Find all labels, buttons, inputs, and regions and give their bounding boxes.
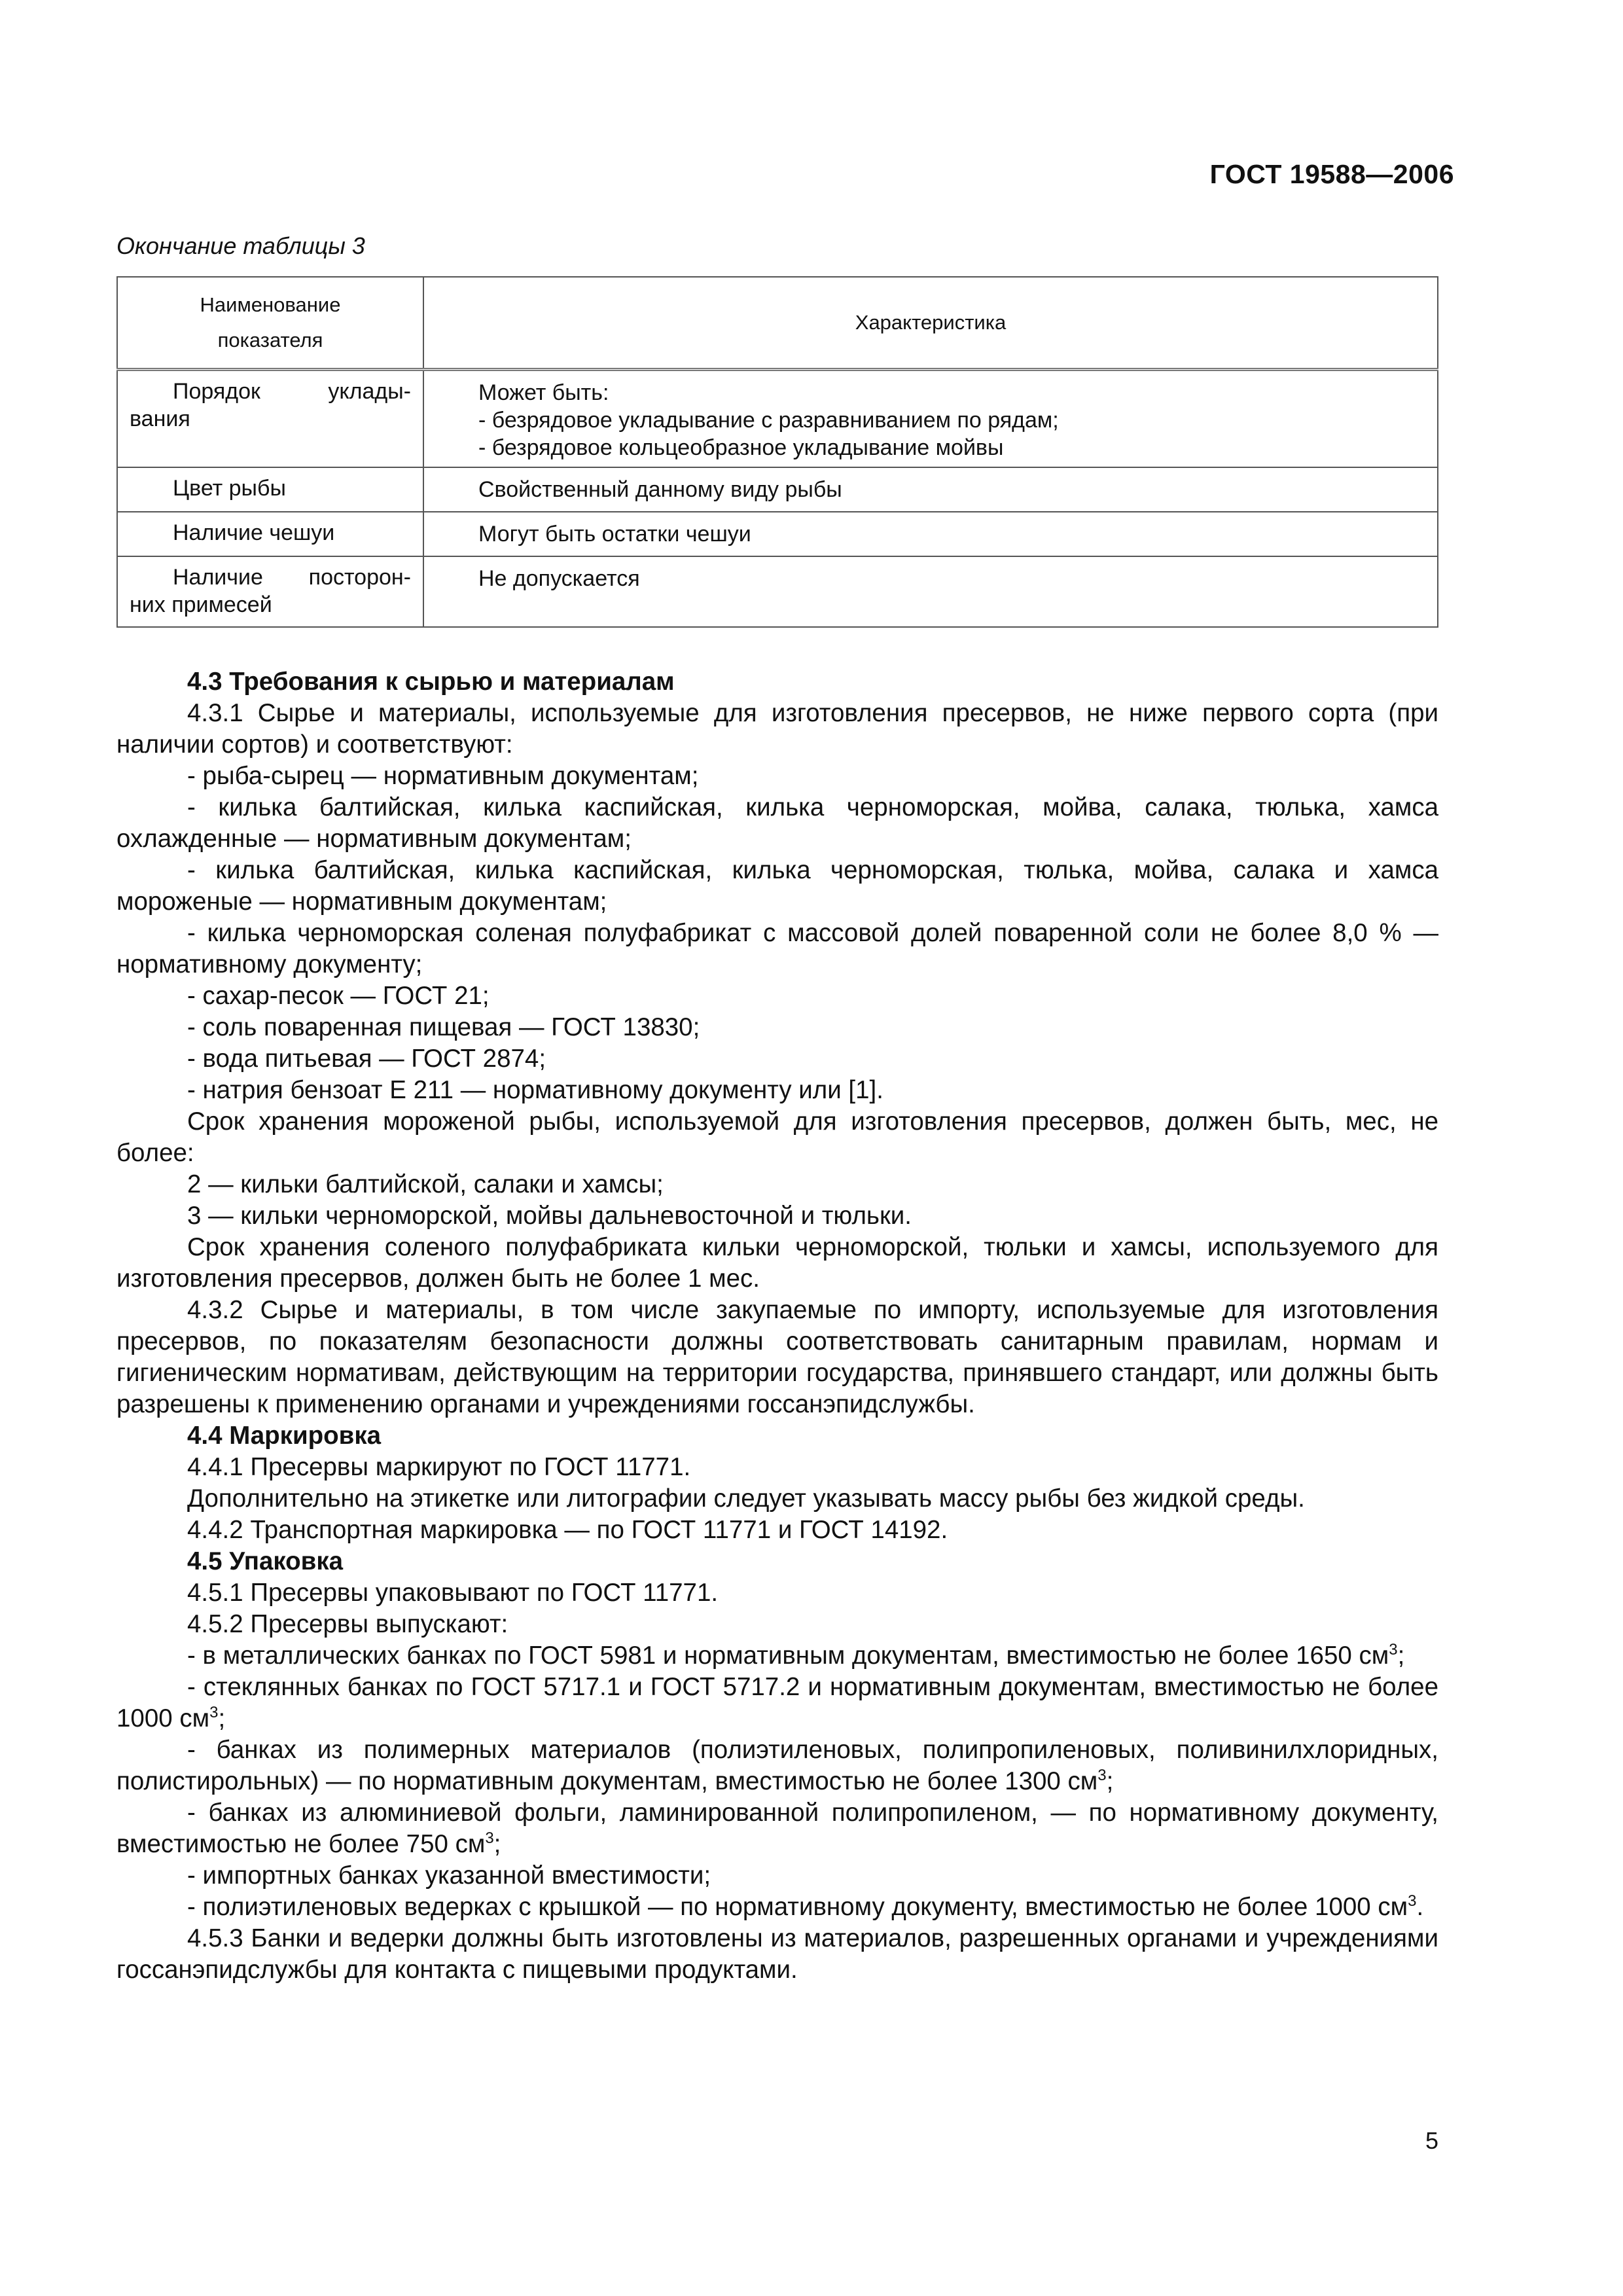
list-item: - килька балтийская, килька каспийская, килька черноморская, мойва, салака, тюлька, хамса охлажденные — нормативным документам; [116,793,1438,853]
row-name-cell [117,370,423,468]
row-value: Может быть: [478,380,609,405]
clause-4-5-2: 4.5.2 Пресервы выпускают: [187,1610,508,1638]
storage-item: 2 — кильки балтийской, салаки и хамсы; [187,1170,664,1198]
row-value-cell [423,467,1438,512]
superscript: 3 [209,1704,219,1722]
row-name-cell [117,512,423,556]
row-name: вания [130,406,190,431]
list-item-tail: ; [1106,1767,1114,1795]
row-value: Не допускается [478,566,640,591]
list-item: - сахар-песок — ГОСТ 21; [187,982,490,1010]
section-heading-4-3: 4.3 Требования к сырью и материалам [187,668,675,696]
list-item [116,1797,1438,1860]
header-line: показателя [217,329,323,351]
list-item: - килька балтийская, килька каспийская, килька черноморская, тюлька, мойва, салака и хамса мороженые — нормативным документам; [116,856,1438,916]
row-value: - безрядовое укладывание с разравниванием по рядам; [478,408,1059,433]
section-heading-4-4: 4.4 Маркировка [187,1422,382,1450]
clause-4-4-1: 4.4.1 Пресервы маркируют по ГОСТ 11771. [187,1453,691,1481]
list-item-text: - банках из алюминиевой фольги, ламинированной полипропиленом, — по нормативному документу, вместимостью не более 750 см [116,1799,1438,1858]
header-indicator-name [117,277,423,370]
list-item-text: - банках из полимерных материалов (полиэтиленовых, полипропиленовых, поливинилхлоридных, полистирольных) — по нормативным документам, вместимостью не более 1300 см [116,1736,1438,1795]
list-item-tail: . [1416,1893,1424,1921]
table-row [117,512,1438,556]
superscript: 3 [1408,1892,1417,1910]
list-item-text: - полиэтиленовых ведерках с крышкой — по нормативному документу, вместимостью не более 1000 см [187,1893,1408,1921]
table-caption: Окончание таблицы 3 [116,232,365,259]
row-name: Наличие посторон- [173,565,411,590]
clause-4-5-1: 4.5.1 Пресервы упаковывают по ГОСТ 11771. [187,1579,719,1607]
list-item: - килька черноморская соленая полуфабрикат с массовой долей поваренной соли не более 8,0 % — нормативному документу; [116,919,1438,978]
row-value: Могут быть остатки чешуи [478,522,751,547]
storage-salted: Срок хранения соленого полуфабриката кильки черноморской, тюльки и хамсы, используемого для изготовления пресервов, должен быть не более 1 мес. [116,1233,1438,1293]
list-item-tail: ; [218,1704,226,1732]
superscript: 3 [1389,1641,1398,1659]
table-row [117,556,1438,627]
header-characteristic: Характеристика [423,277,1438,370]
section-heading-4-5: 4.5 Упаковка [187,1547,343,1575]
list-item-text: - в металлических банках по ГОСТ 5981 и нормативным документам, вместимостью не более 1650 см [187,1641,1389,1670]
clause-4-4-1-additional: Дополнительно на этикетке или литографии следует указывать массу рыбы без жидкой среды. [187,1484,1305,1513]
list-item-tail: ; [493,1830,501,1858]
list-item-text: - импортных банках указанной вместимости; [187,1861,711,1890]
storage-item: 3 — кильки черноморской, мойвы дальневосточной и тюльки. [187,1202,912,1230]
list-item: - рыба-сырец — нормативным документам; [187,762,699,790]
clause-4-3-2: 4.3.2 Сырье и материалы, в том числе закупаемые по импорту, используемые для изготовления пресервов, по показателям безопасности должны соответствовать санитарным правилам, нормам и гигиеническим нормативам, действующим на территории государства, принявшего стандарт, или должны быть разрешены к применению органами и учреждениями госсанэпидслужбы. [116,1296,1438,1418]
row-value-cell [423,370,1438,468]
table-row [117,370,1438,468]
list-item [116,1672,1438,1734]
superscript: 3 [1097,1767,1107,1785]
clause-4-3-1: 4.3.1 Сырье и материалы, используемые для изготовления пресервов, не ниже первого сорта (при наличии сортов) и соответствуют: [116,699,1438,759]
row-name-cell [117,556,423,627]
row-name-cell [117,467,423,512]
row-name: Цвет рыбы [173,476,286,501]
list-item [116,1640,1438,1672]
row-value: Свойственный данному виду рыбы [478,477,842,502]
clause-4-5-3: 4.5.3 Банки и ведерки должны быть изготовлены из материалов, разрешенных органами и учреждениями госсанэпидслужбы для контакта с пищевыми продуктами. [116,1924,1438,1984]
row-name: Наличие чешуи [173,520,335,545]
list-item: - вода питьевая — ГОСТ 2874; [187,1045,546,1073]
row-value: - безрядовое кольцеобразное укладывание мойвы [478,435,1004,460]
page-number: 5 [1425,2127,1438,2154]
specification-table [116,276,1438,628]
list-item-text: - стеклянных банках по ГОСТ 5717.1 и ГОСТ 5717.2 и нормативным документам, вместимостью не более 1000 см [116,1673,1438,1732]
list-item [116,1892,1438,1923]
superscript: 3 [485,1829,494,1848]
clause-4-4-2: 4.4.2 Транспортная маркировка — по ГОСТ 11771 и ГОСТ 14192. [187,1516,948,1544]
storage-intro: Срок хранения мороженой рыбы, используемой для изготовления пресервов, должен быть, мес, не более: [116,1107,1438,1167]
list-item [116,1734,1438,1797]
row-name: них примесей [130,592,272,617]
list-item: - соль поваренная пищевая — ГОСТ 13830; [187,1013,700,1041]
row-value-cell [423,512,1438,556]
row-name: Порядок уклады- [173,379,411,404]
header-line: Наименование [200,293,341,316]
row-value-cell [423,556,1438,627]
document-body [116,666,1438,1986]
document-id: ГОСТ 19588—2006 [1209,159,1454,189]
table-row [117,467,1438,512]
list-item-tail: ; [1397,1641,1405,1670]
list-item [116,1860,1438,1892]
table-header-row [117,277,1438,370]
list-item: - натрия бензоат Е 211 — нормативному документу или [1]. [187,1076,883,1104]
